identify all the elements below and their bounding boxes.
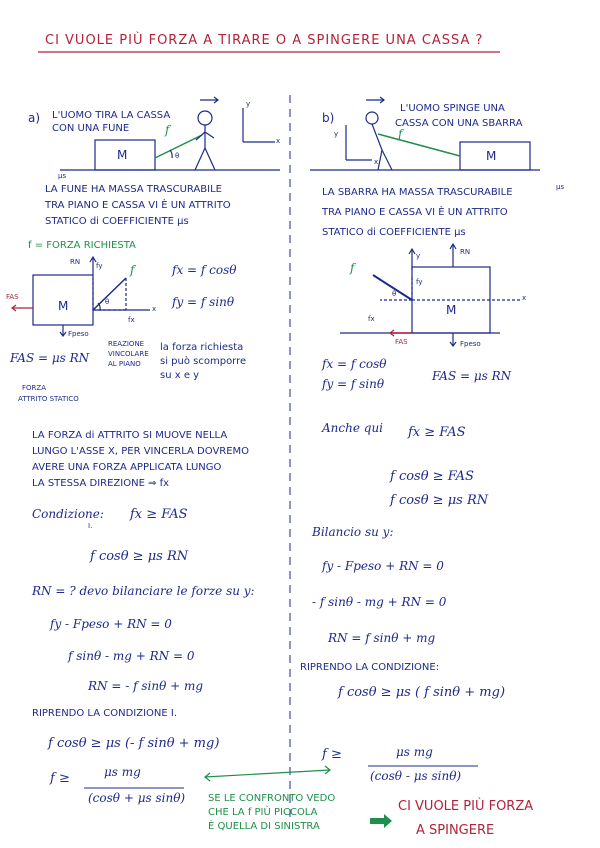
left-intro-1: L'UOMO TIRA LA CASSA — [52, 110, 171, 121]
right-intro-1: L'UOMO SPINGE UNA — [400, 103, 505, 114]
fbd-right-fx: fx — [368, 315, 375, 323]
fbd-left-fy: fy — [96, 262, 103, 270]
left-force-def: f = FORZA RICHIESTA — [28, 240, 136, 251]
left-desc-3: STATICO di COEFFICIENTE μs — [45, 216, 189, 227]
fbd-left-peso: Fpeso — [68, 330, 89, 338]
fbd-left-f: f — [130, 263, 135, 277]
left-condition-eq: fx ≥ FAS — [130, 507, 188, 522]
left-reaction-note-2: VINCOLARE — [108, 350, 149, 358]
left-rn-question: RN = ? devo bilanciare le forze su y: — [32, 584, 255, 598]
right-intro-2: CASSA CON UNA SBARRA — [395, 118, 523, 129]
left-axis-x: x — [276, 137, 281, 145]
conclusion-final-1: CI VUOLE PIÙ FORZA — [398, 799, 534, 814]
conclusion-compare-1: SE LE CONFRONTO VEDO — [208, 793, 336, 804]
left-eq4: RN = - f sinθ + mg — [88, 679, 204, 693]
left-desc-2: TRA PIANO E CASSA VI È UN ATTRITO — [45, 200, 231, 211]
right-also-eq: fx ≥ FAS — [408, 425, 466, 440]
left-result-lhs: f ≥ — [50, 771, 70, 786]
right-eq6: f cosθ ≥ μs ( f sinθ + mg) — [338, 685, 506, 700]
right-balance: Bilancio su y: — [312, 525, 394, 539]
right-component-x: fx = f cosθ — [322, 357, 387, 371]
right-desc-1: LA SBARRA HA MASSA TRASCURABILE — [322, 187, 513, 198]
left-eq5: f cosθ ≥ μs (- f sinθ + mg) — [48, 736, 220, 751]
right-axis-y: y — [334, 130, 339, 138]
right-result-num: μs mg — [396, 745, 433, 759]
left-intro-2: CON UNA FUNE — [52, 123, 130, 134]
right-desc-2: TRA PIANO E CASSA VI È UN ATTRITO — [322, 207, 508, 218]
left-para-2: LUNGO L'ASSE X, PER VINCERLA DOVREMO — [32, 446, 250, 457]
fbd-left-theta: θ — [105, 298, 110, 306]
fbd-right-theta: θ — [392, 290, 397, 298]
left-component-y: fy = f sinθ — [172, 295, 235, 309]
comparison-arrow — [205, 766, 330, 781]
right-result-lhs: f ≥ — [322, 747, 342, 762]
left-condition-label: Condizione: — [32, 507, 104, 521]
left-friction-note-1: FORZA — [22, 384, 46, 392]
left-eq1: f cosθ ≥ μs RN — [90, 549, 189, 564]
left-axis-y: y — [246, 100, 251, 108]
fbd-left-fas: FAS — [6, 293, 19, 301]
right-diagram-force: f — [398, 127, 403, 141]
right-also-label: Anche qui — [322, 421, 384, 435]
left-components-note-3: su x e y — [160, 370, 200, 381]
fbd-right-y: y — [416, 252, 421, 260]
right-desc-3: STATICO di COEFFICIENTE μs — [322, 227, 466, 238]
left-recall: RIPRENDO LA CONDIZIONE I. — [32, 708, 178, 719]
left-label: a) — [28, 111, 41, 125]
right-axis-x: x — [374, 158, 379, 166]
left-fas-eq: FAS = μs RN — [10, 351, 90, 365]
right-box-m: M — [486, 149, 497, 163]
right-label: b) — [322, 111, 335, 125]
right-diagram-mu: μs — [556, 183, 565, 191]
left-diagram-mu: μs — [58, 172, 67, 180]
right-eq1: f cosθ ≥ FAS — [390, 469, 474, 484]
conclusion-compare-3: È QUELLA DI SINISTRA — [208, 821, 320, 832]
left-result-den: (cosθ + μs sinθ) — [88, 791, 186, 805]
right-fas-eq: FAS = μs RN — [432, 369, 512, 383]
fbd-right-fy: fy — [416, 278, 423, 286]
right-eq5: RN = f sinθ + mg — [328, 631, 436, 645]
conclusion-compare-2: CHE LA f PIÙ PICCOLA — [208, 807, 318, 818]
fbd-left-fx: fx — [128, 316, 135, 324]
right-result-den: (cosθ - μs sinθ) — [370, 769, 462, 783]
left-friction-note-2: ATTRITO STATICO — [18, 395, 79, 403]
fbd-right-m: M — [446, 303, 457, 317]
fbd-left-m: M — [58, 299, 69, 313]
page-title: CI VUOLE PIÙ FORZA A TIRARE O A SPINGERE UNA CASSA ? — [45, 33, 484, 48]
right-component-y: fy = f sinθ — [322, 377, 385, 391]
left-diagram-angle: θ — [175, 152, 180, 160]
fbd-right-rn: RN — [460, 248, 471, 256]
fbd-right-fas: FAS — [395, 338, 408, 346]
fbd-right-x: x — [522, 294, 527, 302]
fbd-right-f: f — [350, 261, 355, 275]
fbd-right — [340, 244, 520, 346]
right-recall: RIPRENDO LA CONDIZIONE: — [300, 662, 440, 673]
fbd-right-peso: Fpeso — [460, 340, 481, 348]
conclusion-arrow-icon — [370, 814, 392, 828]
left-components-note-2: si può scomporre — [160, 356, 247, 367]
left-components-note-1: la forza richiesta — [160, 342, 244, 353]
right-eq4: - f sinθ - mg + RN = 0 — [312, 595, 447, 609]
left-reaction-note-3: AL PIANO — [108, 360, 141, 368]
left-para-4: LA STESSA DIREZIONE ⇒ fx — [32, 478, 170, 489]
left-eq2: fy - Fpeso + RN = 0 — [50, 617, 172, 631]
conclusion-final-2: A SPINGERE — [416, 823, 495, 838]
left-desc-1: LA FUNE HA MASSA TRASCURABILE — [45, 184, 223, 195]
left-result-num: μs mg — [104, 765, 141, 779]
left-box-m: M — [117, 148, 128, 162]
right-eq2: f cosθ ≥ μs RN — [390, 493, 489, 508]
left-eq3: f sinθ - mg + RN = 0 — [68, 649, 195, 663]
left-para-1: LA FORZA di ATTRITO SI MUOVE NELLA — [32, 430, 228, 441]
left-condition-num: I. — [88, 522, 93, 530]
left-component-x: fx = f cosθ — [172, 263, 237, 277]
left-diagram-force: f — [165, 123, 170, 137]
left-para-3: AVERE UNA FORZA APPLICATA LUNGO — [32, 462, 222, 473]
right-eq3: fy - Fpeso + RN = 0 — [322, 559, 444, 573]
left-reaction-note-1: REAZIONE — [108, 340, 145, 348]
fbd-left-rn: RN — [70, 258, 81, 266]
fbd-left-x: x — [152, 305, 157, 313]
